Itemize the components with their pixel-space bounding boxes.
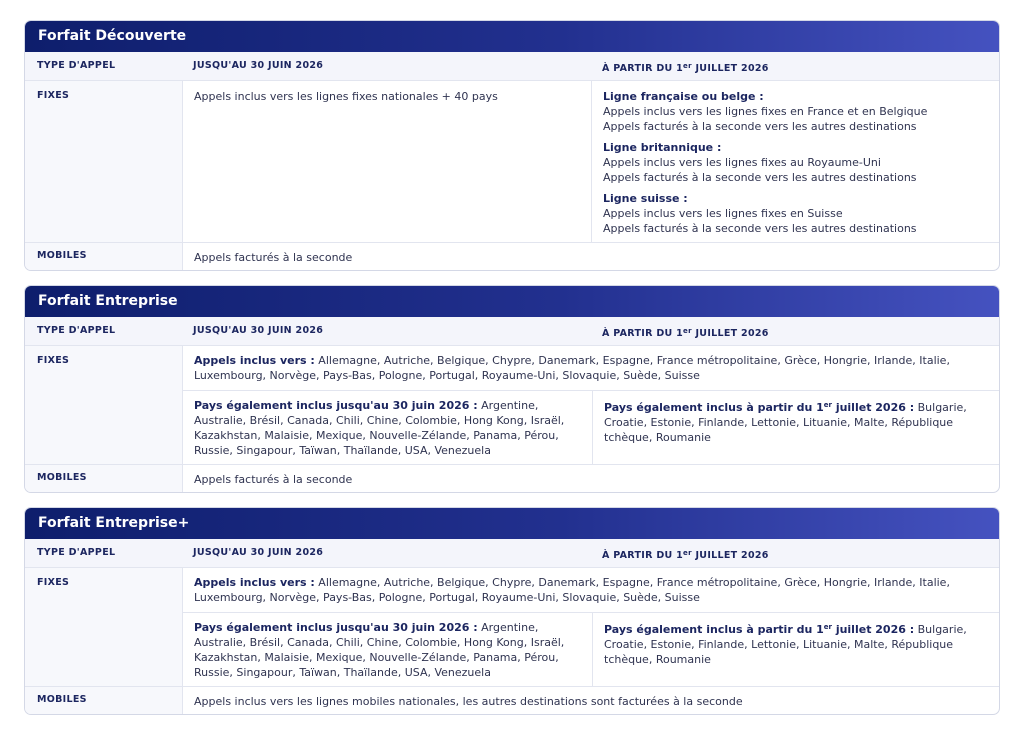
from-countries-cell: Pays également inclus à partir du 1er juillet 2026 : Bulgarie, Croatie, Estonie, Finlande, Lettonie, Lituanie, Malte, République tchèque, Roumanie: [592, 613, 999, 686]
table-row-mobiles: [25, 464, 999, 492]
column-header-until: JUSQU'AU 30 JUIN 2026: [193, 60, 324, 71]
row-label-mobiles: MOBILES: [25, 687, 182, 714]
column-header-type: TYPE D'APPEL: [37, 325, 116, 336]
table-row-mobiles: [25, 686, 999, 714]
until-countries-cell: Pays également inclus jusqu'au 30 juin 2026 : Argentine, Australie, Brésil, Canada, Chili, Chine, Colombie, Hong Kong, Israël, Kazakhstan, Malaisie, Mexique, Nouvelle-Zélande, Panama, Pérou, Russie, Singapour, Taïwan, Thaïlande, USA, Venezuela: [194, 621, 565, 679]
plan-title: Forfait Entreprise+: [25, 508, 999, 539]
plan-card-entreprise: [24, 285, 1000, 493]
until-countries-cell: Pays également inclus jusqu'au 30 juin 2026 : Argentine, Australie, Brésil, Canada, Chili, Chine, Colombie, Hong Kong, Israël, Kazakhstan, Malaisie, Mexique, Nouvelle-Zélande, Panama, Pérou, Russie, Singapour, Taïwan, Thaïlande, USA, Venezuela: [194, 399, 565, 457]
included-row: [183, 346, 999, 390]
fixes-from-cell: [591, 81, 999, 242]
row-label-fixes: FIXES: [25, 346, 182, 464]
included-cell: Appels inclus vers : Allemagne, Autriche, Belgique, Chypre, Danemark, Espagne, France métropolitaine, Grèce, Hongrie, Irlande, Italie, Luxembourg, Norvège, Pays-Bas, Pologne, Portugal, Royaume-Uni, Slovaquie, Suède, Suisse: [194, 576, 950, 604]
column-header-from: À PARTIR DU 1er JUILLET 2026: [602, 62, 769, 74]
fixes-until-cell: Appels inclus vers les lignes fixes nationales + 40 pays: [182, 81, 591, 242]
row-label-mobiles: MOBILES: [25, 243, 182, 270]
column-header-type: TYPE D'APPEL: [37, 60, 116, 71]
column-header-until: JUSQU'AU 30 JUIN 2026: [193, 325, 324, 336]
fixes-cells: [182, 346, 999, 464]
column-header-from: À PARTIR DU 1er JUILLET 2026: [602, 327, 769, 339]
column-header-from: À PARTIR DU 1er JUILLET 2026: [602, 549, 769, 561]
column-header-until: JUSQU'AU 30 JUIN 2026: [193, 547, 324, 558]
plan-title: Forfait Entreprise: [25, 286, 999, 317]
line-group-fr-be: Ligne française ou belge : Appels inclus vers les lignes fixes en France et en Belgique Appels facturés à la seconde vers les autres destinations: [603, 90, 928, 133]
period-row: [183, 612, 999, 686]
row-label-mobiles: MOBILES: [25, 465, 182, 492]
row-label-fixes: FIXES: [25, 568, 182, 686]
table-header-row: [25, 317, 999, 345]
mobiles-cell: Appels facturés à la seconde: [182, 465, 999, 492]
column-header-type: TYPE D'APPEL: [37, 547, 116, 558]
from-countries-cell: Pays également inclus à partir du 1er juillet 2026 : Bulgarie, Croatie, Estonie, Finlande, Lettonie, Lituanie, Malte, République tchèque, Roumanie: [592, 391, 999, 464]
line-group-ch: Ligne suisse : Appels inclus vers les lignes fixes en Suisse Appels facturés à la seconde vers les autres destinations: [603, 192, 917, 235]
included-row: [183, 568, 999, 612]
table-row-fixes: [25, 80, 999, 242]
included-cell: Appels inclus vers : Allemagne, Autriche, Belgique, Chypre, Danemark, Espagne, France métropolitaine, Grèce, Hongrie, Irlande, Italie, Luxembourg, Norvège, Pays-Bas, Pologne, Portugal, Royaume-Uni, Slovaquie, Suède, Suisse: [194, 354, 950, 382]
mobiles-cell: Appels inclus vers les lignes mobiles nationales, les autres destinations sont facturées à la seconde: [182, 687, 999, 714]
table-row-fixes: [25, 567, 999, 686]
fixes-cells: [182, 568, 999, 686]
period-row: [183, 390, 999, 464]
plan-card-entreprise-plus: [24, 507, 1000, 715]
table-header-row: [25, 539, 999, 567]
table-row-mobiles: [25, 242, 999, 270]
plan-card-decouverte: [24, 20, 1000, 271]
table-header-row: [25, 52, 999, 80]
table-row-fixes: [25, 345, 999, 464]
line-group-uk: Ligne britannique : Appels inclus vers les lignes fixes au Royaume-Uni Appels facturés à la seconde vers les autres destinations: [603, 141, 917, 184]
plan-title: Forfait Découverte: [25, 21, 999, 52]
row-label-fixes: FIXES: [25, 81, 182, 242]
mobiles-cell: Appels facturés à la seconde: [182, 243, 999, 270]
